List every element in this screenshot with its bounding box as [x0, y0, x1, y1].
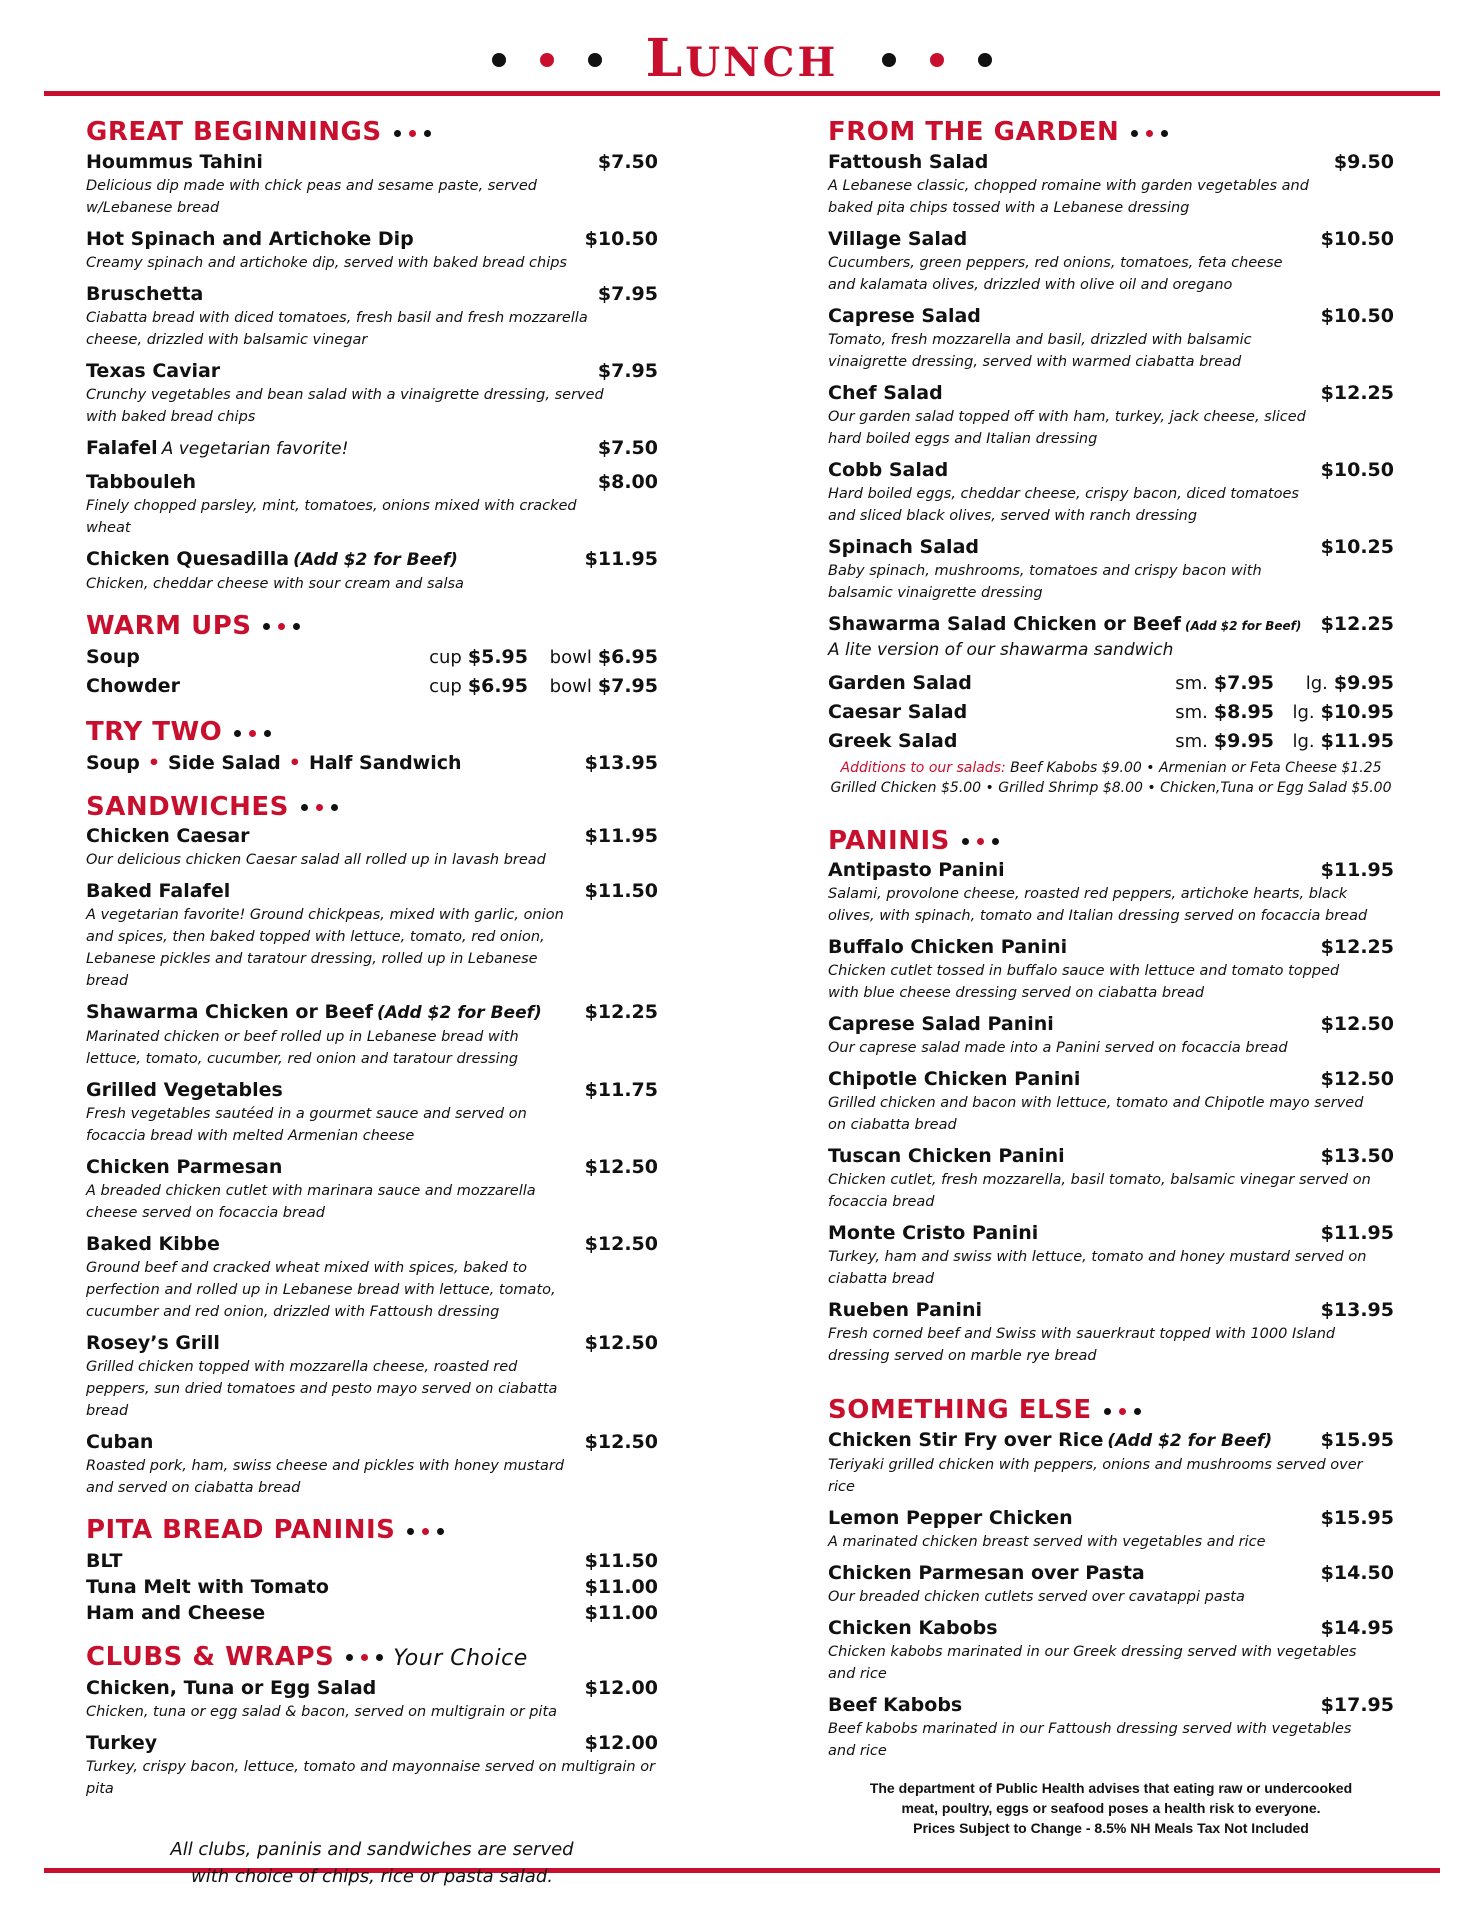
- menu-item: Tuna Melt with Tomato $11.00: [86, 1575, 658, 1598]
- item-description: Tomato, fresh mozzarella and basil, drizzled with balsamic vinaigrette dressing, served with warmed ciabatta bread: [828, 331, 1252, 370]
- menu-item: [828, 1221, 1394, 1290]
- item-name: Bruschetta: [86, 282, 204, 305]
- item-name: Fattoush Salad: [828, 150, 989, 173]
- item-price: $10.50: [1320, 458, 1394, 481]
- item-description: Teriyaki grilled chicken with peppers, onions and mushrooms served over rice: [828, 1456, 1363, 1495]
- item-description: Fresh corned beef and Swiss with sauerkraut topped with 1000 Island dressing served on marble rye bread: [828, 1326, 1336, 1364]
- page-title: LUNCH: [645, 28, 839, 89]
- item-price: $14.50: [1320, 1561, 1394, 1584]
- item-price: $15.95: [1320, 1506, 1394, 1529]
- top-divider: [44, 91, 1440, 96]
- item-note: (Add $2 for Beef): [1107, 1430, 1273, 1451]
- item-price: $12.50: [584, 1233, 658, 1255]
- item-name: Grilled Vegetables: [86, 1079, 283, 1101]
- item-description: Our breaded chicken cutlets served over cavatappi pasta: [828, 1588, 1245, 1605]
- section-paninis: [828, 824, 1394, 1368]
- item-name: Monte Cristo Panini: [828, 1222, 1039, 1244]
- item-description: Chicken cutlet, fresh mozzarella, basil tomato, balsamic vinegar served on focaccia bread: [828, 1172, 1371, 1210]
- item-price: $17.95: [1320, 1693, 1394, 1716]
- header-dots-left: [475, 49, 619, 68]
- item-description: Our delicious chicken Caesar salad all rolled up in lavash bread: [86, 852, 546, 868]
- item-price: $12.25: [584, 1001, 658, 1023]
- item-name: Chicken Parmesan: [86, 1156, 283, 1178]
- section-title: FROM THE GARDEN: [828, 115, 1394, 150]
- item-price: $12.50: [584, 1332, 658, 1354]
- item-name: Chicken Kabobs: [828, 1616, 998, 1639]
- menu-item: Caesar Salad sm. $8.95 lg. $10.95: [828, 700, 1394, 723]
- item-name: Hoummus Tahini: [86, 150, 263, 173]
- item-price: $12.25: [1320, 612, 1394, 635]
- item-description: Cucumbers, green peppers, red onions, tomatoes, feta cheese and kalamata olives, drizzled with olive oil and oregano: [828, 254, 1283, 293]
- section-pita-paninis: [86, 1513, 658, 1626]
- item-name: Texas Caviar: [86, 359, 221, 382]
- item-name: Rosey’s Grill: [86, 1332, 220, 1354]
- menu-item: [86, 1078, 658, 1147]
- item-price: $7.50: [597, 436, 658, 459]
- item-description: Grilled chicken and bacon with lettuce, tomato and Chipotle mayo served on ciabatta bread: [828, 1095, 1364, 1133]
- item-price: $12.00: [584, 1676, 658, 1699]
- item-name: Beef Kabobs: [828, 1693, 963, 1716]
- item-name: Cuban: [86, 1431, 154, 1453]
- item-description: Beef kabobs marinated in our Fattoush dressing served with vegetables and rice: [828, 1720, 1352, 1759]
- item-price: $11.75: [584, 1079, 658, 1101]
- section-title: SANDWICHES: [86, 790, 658, 825]
- menu-item: [86, 359, 658, 428]
- health-notice: The department of Public Health advises that eating raw or undercooked meat, poultry, eggs or seafood poses a health risk to everyone. Prices Subject to Change - 8.5% NH Meals Tax Not Included: [869, 1779, 1353, 1836]
- item-name: Chipotle Chicken Panini: [828, 1068, 1081, 1090]
- menu-item: [86, 436, 658, 462]
- item-price: $12.50: [1320, 1013, 1394, 1035]
- item-name: Chicken Parmesan over Pasta: [828, 1561, 1145, 1584]
- menu-item: [828, 858, 1394, 927]
- item-price: $13.50: [1320, 1145, 1394, 1167]
- menu-item: [86, 1000, 658, 1070]
- item-description: Chicken, cheddar cheese with sour cream and salsa: [86, 575, 464, 592]
- item-price: $12.50: [584, 1431, 658, 1453]
- section-title: GREAT BEGINNINGS: [86, 115, 658, 150]
- menu-item: [828, 227, 1394, 296]
- item-description: Ground beef and cracked wheat mixed with spices, baked to perfection and rolled up in Lebanese bread with lettuce, tomato, cucumber and red onion, drizzled with Fattoush dressing: [86, 1260, 556, 1320]
- item-description: Baby spinach, mushrooms, tomatoes and crispy bacon with balsamic vinaigrette dressing: [828, 562, 1262, 601]
- item-name: Chicken Quesadilla (Add $2 for Beef): [86, 547, 458, 570]
- item-description: A lite version of our shawarma sandwich: [828, 639, 1174, 660]
- item-name: Cobb Salad: [828, 458, 949, 481]
- item-description: Turkey, ham and swiss with lettuce, tomato and honey mustard served on ciabatta bread: [828, 1249, 1367, 1287]
- item-name: Rueben Panini: [828, 1299, 982, 1321]
- menu-item: [828, 1144, 1394, 1213]
- item-description: Marinated chicken or beef rolled up in Lebanese bread with lettuce, tomato, cucumber, red onion and taratour dressing: [86, 1029, 519, 1067]
- menu-item: [828, 1298, 1394, 1367]
- section-title: WARM UPS: [86, 609, 658, 644]
- item-description: Creamy spinach and artichoke dip, served with baked bread chips: [86, 254, 567, 271]
- item-price: $13.95: [1320, 1299, 1394, 1321]
- sides-footnote: All clubs, paninis and sandwiches are served with choice of chips, rice or pasta salad.: [170, 1838, 574, 1887]
- item-name: Shawarma Chicken or Beef (Add $2 for Beef): [86, 1001, 542, 1023]
- menu-item: [86, 150, 658, 219]
- item-price: $11.95: [584, 825, 658, 847]
- item-price: $12.50: [584, 1156, 658, 1178]
- item-description: Grilled chicken topped with mozzarella cheese, roasted red peppers, sun dried tomatoes and pesto mayo served on ciabatta bread: [86, 1359, 558, 1419]
- header-dots-right: [865, 49, 1009, 68]
- item-description: Delicious dip made with chick peas and sesame paste, served w/Lebanese bread: [86, 177, 537, 216]
- item-price: $10.50: [584, 227, 658, 250]
- item-description: Chicken, tuna or egg salad & bacon, served on multigrain or pita: [86, 1703, 558, 1720]
- item-description: Crunchy vegetables and bean salad with a vinaigrette dressing, served with baked bread chips: [86, 386, 604, 425]
- item-name: Lemon Pepper Chicken: [828, 1506, 1073, 1529]
- menu-item: [828, 1561, 1394, 1608]
- item-price: $11.95: [1320, 859, 1394, 881]
- item-name: Tuscan Chicken Panini: [828, 1145, 1065, 1167]
- menu-item: [86, 1155, 658, 1224]
- menu-item: [86, 547, 658, 595]
- item-name: Buffalo Chicken Panini: [828, 936, 1068, 958]
- item-description: A marinated chicken breast served with vegetables and rice: [828, 1533, 1266, 1550]
- item-description: Salami, provolone cheese, roasted red peppers, artichoke hearts, black olives, with spinach, tomato and Italian dressing served on focaccia bread: [828, 886, 1368, 924]
- item-description: Ciabatta bread with diced tomatoes, fresh basil and fresh mozzarella cheese, drizzled with balsamic vinegar: [86, 309, 588, 348]
- item-name: Baked Kibbe: [86, 1233, 220, 1255]
- section-title: PITA BREAD PANINIS: [86, 1513, 658, 1548]
- menu-item: [86, 1331, 658, 1422]
- item-description: Roasted pork, ham, swiss cheese and pickles with honey mustard and served on ciabatta bread: [86, 1458, 565, 1496]
- section-great-beginnings: [86, 115, 658, 595]
- item-description: A vegetarian favorite! Ground chickpeas, mixed with garlic, onion and spices, then baked topped with lettuce, tomato, red onion, Lebanese pickles and taratour dressing, rolled up in Lebanese bread: [86, 907, 564, 989]
- item-name: Hot Spinach and Artichoke Dip: [86, 227, 414, 250]
- section-title: TRY TWO: [86, 715, 658, 750]
- menu-item: [828, 612, 1394, 661]
- item-name: Chicken Stir Fry over Rice (Add $2 for Beef): [828, 1428, 1273, 1451]
- menu-item: [828, 1012, 1394, 1059]
- item-price: $11.95: [1320, 1222, 1394, 1244]
- item-description: Chicken cutlet tossed in buffalo sauce with lettuce and tomato topped with blue cheese dressing served on ciabatta bread: [828, 963, 1340, 1001]
- menu-item: BLT $11.50: [86, 1549, 658, 1572]
- menu-item: [86, 282, 658, 351]
- menu-header: [0, 28, 1484, 89]
- menu-item: [828, 458, 1394, 527]
- item-price: $7.95: [597, 359, 658, 382]
- item-description: Our caprese salad made into a Panini served on focaccia bread: [828, 1040, 1288, 1056]
- item-name: Chicken Caesar: [86, 825, 250, 847]
- menu-item: [86, 824, 658, 871]
- menu-item: [828, 1616, 1394, 1685]
- item-description: Hard boiled eggs, cheddar cheese, crispy bacon, diced tomatoes and sliced black olives, served with ranch dressing: [828, 485, 1299, 524]
- item-name: Tabbouleh: [86, 470, 197, 493]
- item-price: $8.00: [597, 470, 658, 493]
- section-title: CLUBS & WRAPS Your Choice: [86, 1641, 528, 1672]
- section-title: PANINIS: [828, 824, 1394, 859]
- item-name: Spinach Salad: [828, 535, 979, 558]
- item-price: $12.25: [1320, 936, 1394, 958]
- section-from-the-garden: [828, 115, 1394, 798]
- item-price: $7.95: [597, 282, 658, 305]
- item-description: Chicken kabobs marinated in our Greek dressing served with vegetables and rice: [828, 1643, 1357, 1682]
- menu-item: Ham and Cheese $11.00: [86, 1601, 658, 1624]
- menu-item: [828, 935, 1394, 1004]
- item-price: $12.25: [1320, 381, 1394, 404]
- item-price: $11.95: [584, 547, 658, 570]
- item-description: Finely chopped parsley, mint, tomatoes, onions mixed with cracked wheat: [86, 497, 577, 536]
- item-price: $7.50: [597, 150, 658, 173]
- item-description: Turkey, crispy bacon, lettuce, tomato and mayonnaise served on multigrain or pita: [86, 1758, 656, 1797]
- item-note: A vegetarian favorite!: [161, 438, 349, 459]
- item-name: Turkey: [86, 1731, 158, 1754]
- menu-item: [828, 304, 1394, 373]
- item-name: Caprese Salad: [828, 304, 981, 327]
- menu-item: [86, 470, 658, 539]
- item-price: $11.50: [584, 880, 658, 902]
- item-note: (Add $2 for Beef): [1185, 618, 1302, 633]
- item-name: Antipasto Panini: [828, 859, 1005, 881]
- menu-item: [86, 1232, 658, 1323]
- section-title: SOMETHING ELSE: [828, 1393, 1394, 1428]
- item-price: $10.50: [1320, 304, 1394, 327]
- item-price: $10.25: [1320, 535, 1394, 558]
- item-description: A breaded chicken cutlet with marinara sauce and mozzarella cheese served on focaccia bread: [86, 1183, 536, 1221]
- menu-item: Chowder cup $6.95 bowl $7.95: [86, 675, 658, 697]
- menu-item: [86, 1731, 658, 1800]
- section-sandwiches: [86, 790, 658, 1500]
- item-price: $15.95: [1320, 1428, 1394, 1451]
- menu-item: [828, 1693, 1394, 1762]
- item-note: (Add $2 for Beef): [376, 1003, 542, 1023]
- menu-item: Greek Salad sm. $9.95 lg. $11.95: [828, 729, 1394, 752]
- section-try-two: [86, 715, 658, 776]
- menu-item: [828, 1067, 1394, 1136]
- item-description: Our garden salad topped off with ham, turkey, jack cheese, sliced hard boiled eggs and Italian dressing: [828, 408, 1306, 447]
- menu-item: [86, 879, 658, 992]
- menu-item: [86, 227, 658, 274]
- item-name: Chef Salad: [828, 381, 943, 404]
- item-price: $12.00: [584, 1731, 658, 1754]
- menu-item: [86, 1430, 658, 1499]
- menu-item: Garden Salad sm. $7.95 lg. $9.95: [828, 671, 1394, 694]
- item-description: Fresh vegetables sautéed in a gourmet sauce and served on focaccia bread with melted Armenian cheese: [86, 1106, 527, 1144]
- section-clubs-wraps: [86, 1640, 658, 1800]
- salad-additions: Additions to our salads: Beef Kabobs $9.00 • Armenian or Feta Cheese $1.25 Grilled Chicken $5.00 • Grilled Shrimp $8.00 • Chicken,Tuna or Egg Salad $5.00: [830, 759, 1392, 796]
- item-name: Shawarma Salad Chicken or Beef (Add $2 for Beef): [828, 612, 1302, 635]
- menu-item: [828, 1506, 1394, 1553]
- item-price: $14.95: [1320, 1616, 1394, 1639]
- right-column: [828, 115, 1394, 1838]
- menu-item: [828, 381, 1394, 450]
- item-name: Falafel A vegetarian favorite!: [86, 436, 349, 459]
- left-column: [86, 115, 658, 1890]
- menu-item: [828, 150, 1394, 219]
- menu-item: [828, 1428, 1394, 1498]
- menu-item: [86, 1676, 658, 1723]
- item-name: Village Salad: [828, 227, 968, 250]
- item-price: $10.50: [1320, 227, 1394, 250]
- item-price: $12.50: [1320, 1068, 1394, 1090]
- item-note: (Add $2 for Beef): [293, 549, 458, 570]
- item-price: $9.50: [1333, 150, 1394, 173]
- item-name: Baked Falafel: [86, 880, 231, 902]
- section-warm-ups: [86, 609, 658, 702]
- item-description: A Lebanese classic, chopped romaine with garden vegetables and baked pita chips tossed with a Lebanese dressing: [828, 177, 1309, 216]
- section-something-else: [828, 1393, 1394, 1762]
- menu-item: Soup • Side Salad • Half Sandwich $13.95: [86, 751, 658, 774]
- item-name: Chicken, Tuna or Egg Salad: [86, 1676, 377, 1699]
- menu-item: [828, 535, 1394, 604]
- menu-item: Soup cup $5.95 bowl $6.95: [86, 646, 658, 668]
- item-name: Caprese Salad Panini: [828, 1013, 1054, 1035]
